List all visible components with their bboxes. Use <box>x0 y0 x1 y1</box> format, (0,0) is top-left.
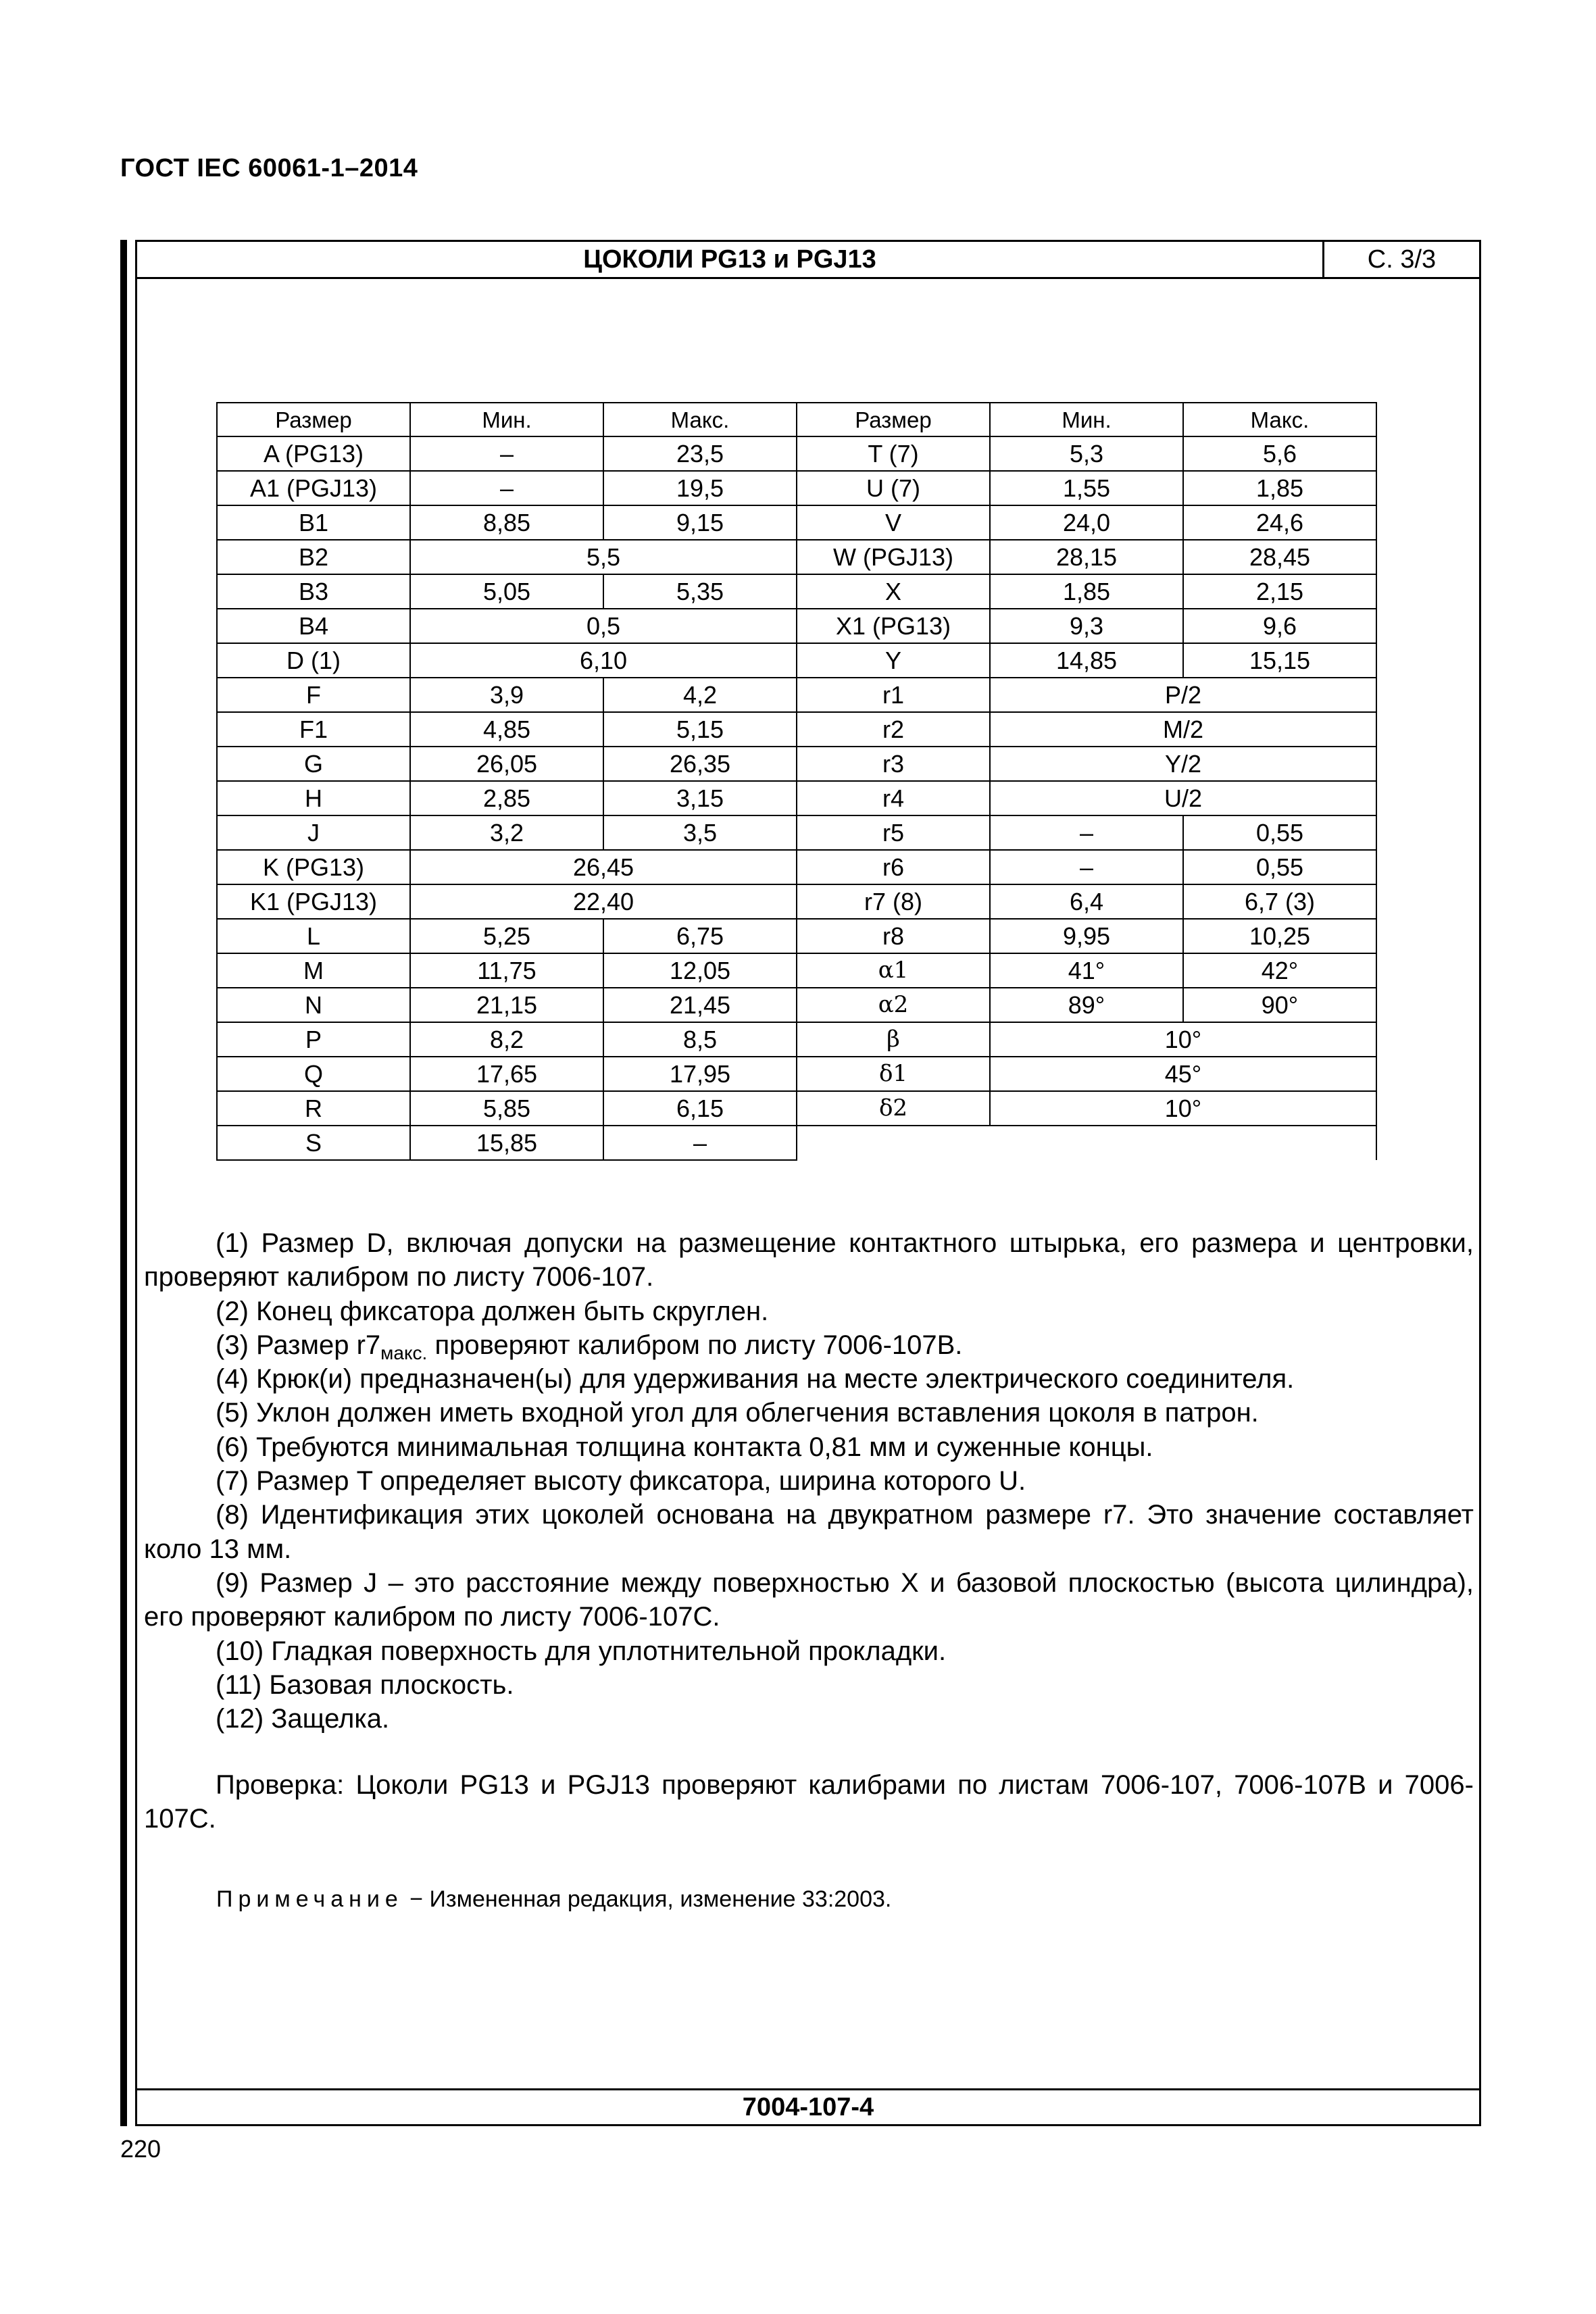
table-cell: 6,4 <box>990 884 1183 919</box>
table-cell: 22,40 <box>410 884 797 919</box>
table-row <box>217 1126 1376 1160</box>
table-cell: 1,85 <box>990 574 1183 609</box>
table-cell: 9,6 <box>1183 609 1376 643</box>
table-cell: H <box>217 781 410 815</box>
table-row <box>217 712 1376 747</box>
table-cell: 21,15 <box>410 988 603 1022</box>
verification-block <box>144 1768 1474 1836</box>
note-5: (5) Уклон должен иметь входной угол для облегчения вставления цоколя в патрон. <box>216 1398 1259 1428</box>
table-cell: 17,65 <box>410 1057 603 1091</box>
table-cell: – <box>603 1126 797 1160</box>
table-cell: 10,25 <box>1183 919 1376 953</box>
sheet-code: 7004-107-4 <box>742 2093 874 2121</box>
note-2: (2) Конец фиксатора должен быть скруглен. <box>216 1296 769 1326</box>
table-cell: 9,15 <box>603 505 797 540</box>
note-3 <box>144 1328 1474 1362</box>
table-cell: 19,5 <box>603 471 797 505</box>
table-cell: X <box>797 574 990 609</box>
remark-label: Примечание <box>216 1886 403 1912</box>
table-row <box>217 747 1376 781</box>
note-3-text: (3) Размер r7 <box>216 1330 381 1360</box>
table-cell: 45° <box>990 1057 1376 1091</box>
table-cell: M <box>217 953 410 988</box>
table-row <box>217 609 1376 643</box>
header-cell: Мин. <box>410 403 603 436</box>
table-cell: 90° <box>1183 988 1376 1022</box>
table-row <box>217 471 1376 505</box>
table-cell: K1 (PGJ13) <box>217 884 410 919</box>
table-cell: 3,2 <box>410 815 603 850</box>
note-12: (12) Защелка. <box>216 1704 390 1734</box>
table-row <box>217 1057 1376 1091</box>
table-cell: 14,85 <box>990 643 1183 678</box>
header-cell: Макс. <box>1183 403 1376 436</box>
note-11: (11) Базовая плоскость. <box>216 1669 514 1700</box>
table-cell: Y/2 <box>990 747 1376 781</box>
table-row <box>217 988 1376 1022</box>
table-cell: U (7) <box>797 471 990 505</box>
table-cell: 5,6 <box>1183 436 1376 471</box>
table-cell: 21,45 <box>603 988 797 1022</box>
table-cell: r4 <box>797 781 990 815</box>
table-cell: 6,75 <box>603 919 797 953</box>
table-cell: 4,85 <box>410 712 603 747</box>
table-cell: 2,15 <box>1183 574 1376 609</box>
table-cell: r6 <box>797 850 990 884</box>
table-cell: 3,9 <box>410 678 603 712</box>
table-cell: 42° <box>1183 953 1376 988</box>
table-cell: B3 <box>217 574 410 609</box>
table-cell: 0,55 <box>1183 850 1376 884</box>
table-cell: 9,3 <box>990 609 1183 643</box>
table-cell: 41° <box>990 953 1183 988</box>
table-cell: r8 <box>797 919 990 953</box>
table-cell: 8,5 <box>603 1022 797 1057</box>
table-cell: 3,5 <box>603 815 797 850</box>
table-cell: 5,15 <box>603 712 797 747</box>
header-cell: Размер <box>217 403 410 436</box>
table-cell: 5,3 <box>990 436 1183 471</box>
table-cell: 4,2 <box>603 678 797 712</box>
table-row <box>217 1022 1376 1057</box>
table-cell: 24,0 <box>990 505 1183 540</box>
table-cell: 6,7 (3) <box>1183 884 1376 919</box>
table-cell: δ2 <box>797 1091 990 1126</box>
table-cell: 15,85 <box>410 1126 603 1160</box>
note-3-tail: проверяют калибром по листу 7006-107B. <box>427 1330 963 1360</box>
page-number: 220 <box>120 2135 161 2163</box>
table-cell: J <box>217 815 410 850</box>
table-cell: 9,95 <box>990 919 1183 953</box>
table-cell: r5 <box>797 815 990 850</box>
note-1: (1) Размер D, включая допуски на размещение контактного штырька, его размера и центровки, проверяют калибром по листу 7006-107. <box>144 1228 1474 1292</box>
table-cell: P <box>217 1022 410 1057</box>
verification-text: Проверка: Цоколи PG13 и PGJ13 проверяют калибрами по листам 7006-107, 7006-107B и 7006-107C. <box>144 1770 1474 1834</box>
change-bar <box>120 240 127 2126</box>
table-cell: W (PGJ13) <box>797 540 990 574</box>
sheet-footer-row <box>137 2088 1479 2124</box>
table-cell: – <box>410 436 603 471</box>
table-cell: r2 <box>797 712 990 747</box>
table-cell: B1 <box>217 505 410 540</box>
header-cell: Макс. <box>603 403 797 436</box>
table-row <box>217 678 1376 712</box>
table-cell: 5,25 <box>410 919 603 953</box>
table-cell: A (PG13) <box>217 436 410 471</box>
table-cell: β <box>797 1022 990 1057</box>
table-row <box>217 436 1376 471</box>
table-cell: S <box>217 1126 410 1160</box>
table-cell: Q <box>217 1057 410 1091</box>
table-cell: α1 <box>797 953 990 988</box>
table-cell: 2,85 <box>410 781 603 815</box>
table-cell: 10° <box>990 1022 1376 1057</box>
table-cell: 3,15 <box>603 781 797 815</box>
standard-header: ГОСТ IEC 60061-1–2014 <box>120 154 418 182</box>
table-cell: N <box>217 988 410 1022</box>
table-cell: α2 <box>797 988 990 1022</box>
table-cell: 10° <box>990 1091 1376 1126</box>
header-cell: Размер <box>797 403 990 436</box>
table-cell: F <box>217 678 410 712</box>
table-cell: 11,75 <box>410 953 603 988</box>
remark-text: − Измененная редакция, изменение 33:2003. <box>403 1886 892 1912</box>
table-cell: 89° <box>990 988 1183 1022</box>
table-cell: 26,45 <box>410 850 797 884</box>
table-cell: T (7) <box>797 436 990 471</box>
table-cell: X1 (PG13) <box>797 609 990 643</box>
table-row <box>217 505 1376 540</box>
table-cell: – <box>410 471 603 505</box>
notes-block <box>144 1226 1474 1736</box>
table-row <box>217 850 1376 884</box>
note-9: (9) Размер J – это расстояние между поверхностью X и базовой плоскостью (высота цилиндра), его проверяют калибром по листу 7006-107C. <box>144 1567 1474 1632</box>
table-cell: M/2 <box>990 712 1376 747</box>
table-cell: V <box>797 505 990 540</box>
table-cell: 24,6 <box>1183 505 1376 540</box>
table-cell: B2 <box>217 540 410 574</box>
table-header-row <box>217 403 1376 436</box>
table-row <box>217 1091 1376 1126</box>
table-cell: D (1) <box>217 643 410 678</box>
table-cell: B4 <box>217 609 410 643</box>
dimensions-table <box>216 402 1377 1161</box>
table-cell: F1 <box>217 712 410 747</box>
table-cell: 17,95 <box>603 1057 797 1091</box>
table-cell: 0,5 <box>410 609 797 643</box>
table-cell: 23,5 <box>603 436 797 471</box>
table-cell: 8,2 <box>410 1022 603 1057</box>
table-cell: 1,85 <box>1183 471 1376 505</box>
table-cell: r7 (8) <box>797 884 990 919</box>
table-cell: 1,55 <box>990 471 1183 505</box>
table-cell: 5,35 <box>603 574 797 609</box>
table-cell: 12,05 <box>603 953 797 988</box>
table-cell: – <box>990 850 1183 884</box>
note-4: (4) Крюк(и) предназначен(ы) для удерживания на месте электрического соединителя. <box>216 1364 1295 1394</box>
table-cell: 0,55 <box>1183 815 1376 850</box>
table-row <box>217 781 1376 815</box>
table-cell <box>797 1126 1376 1160</box>
table-row <box>217 574 1376 609</box>
table-row <box>217 815 1376 850</box>
header-cell: Мин. <box>990 403 1183 436</box>
table-row <box>217 884 1376 919</box>
table-cell: 28,45 <box>1183 540 1376 574</box>
table-cell: 5,5 <box>410 540 797 574</box>
table-cell: L <box>217 919 410 953</box>
table-cell: 5,85 <box>410 1091 603 1126</box>
table-cell: P/2 <box>990 678 1376 712</box>
table-cell: 8,85 <box>410 505 603 540</box>
remark <box>216 1886 891 1913</box>
note-6: (6) Требуются минимальная толщина контакта 0,81 мм и суженные концы. <box>216 1432 1153 1462</box>
sheet-title-row <box>137 242 1479 279</box>
note-10: (10) Гладкая поверхность для уплотнительной прокладки. <box>216 1636 947 1666</box>
table-cell: R <box>217 1091 410 1126</box>
table-cell: δ1 <box>797 1057 990 1091</box>
table-cell: Y <box>797 643 990 678</box>
table-cell: K (PG13) <box>217 850 410 884</box>
table-cell: 6,10 <box>410 643 797 678</box>
table-cell: A1 (PGJ13) <box>217 471 410 505</box>
table-row <box>217 953 1376 988</box>
table-row <box>217 643 1376 678</box>
table-row <box>217 919 1376 953</box>
note-8: (8) Идентификация этих цоколей основана на двукратном размере r7. Это значение составляет коло 13 мм. <box>144 1500 1474 1564</box>
table-cell: r1 <box>797 678 990 712</box>
table-cell: 15,15 <box>1183 643 1376 678</box>
table-row <box>217 540 1376 574</box>
sheet-number: С. 3/3 <box>1367 245 1437 274</box>
table-cell: 28,15 <box>990 540 1183 574</box>
sheet-title: ЦОКОЛИ PG13 и PGJ13 <box>137 242 1324 277</box>
table-cell: – <box>990 815 1183 850</box>
table-cell: 26,05 <box>410 747 603 781</box>
note-7: (7) Размер T определяет высоту фиксатора, ширина которого U. <box>216 1466 1026 1496</box>
table-cell: 26,35 <box>603 747 797 781</box>
table-cell: 6,15 <box>603 1091 797 1126</box>
table-cell: 5,05 <box>410 574 603 609</box>
table-cell: G <box>217 747 410 781</box>
table-cell: r3 <box>797 747 990 781</box>
note-3-subscript: макс. <box>380 1342 428 1363</box>
table-cell: U/2 <box>990 781 1376 815</box>
